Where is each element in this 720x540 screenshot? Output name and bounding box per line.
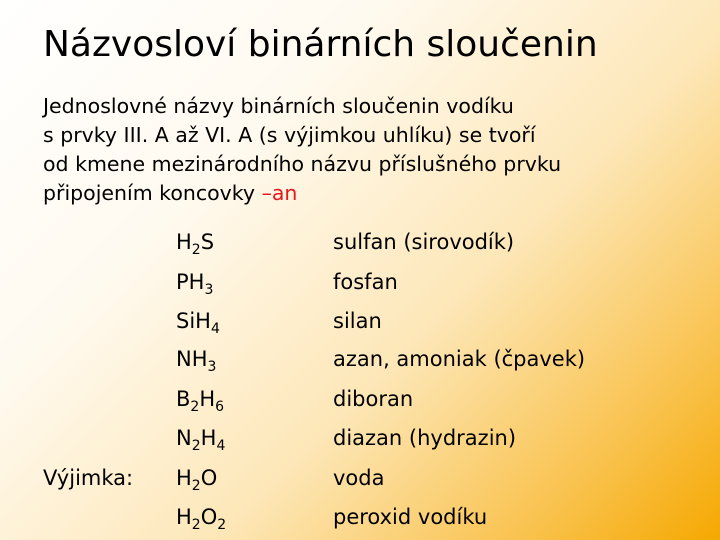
compound-name: voda [333, 466, 385, 490]
intro-line: Jednoslovné názvy binárních sloučenin vodíku [43, 94, 514, 118]
compound-formula: SiH$_4$ [176, 309, 220, 337]
compound-formula: $PH_3$ [176, 270, 214, 298]
compound-name: diboran [333, 387, 414, 411]
compound-row [0, 347, 720, 377]
intro-line: s prvky III. A až VI. A (s výjimkou uhlíku) se tvoří [43, 123, 536, 147]
intro-line-text: připojením koncovky [43, 181, 262, 205]
compound-formula: $B_2H_6$ [176, 387, 225, 415]
compound-row [0, 309, 720, 339]
intro-line [43, 179, 693, 208]
compound-formula: $H_2S$ [176, 230, 215, 258]
compound-row [0, 270, 720, 300]
suffix-an: –an [261, 181, 298, 205]
compound-name: silan [333, 309, 382, 333]
intro-line: od kmene mezinárodního názvu příslušného prvku [43, 152, 562, 176]
compound-name: azan, amoniak (čpavek) [333, 347, 586, 371]
compound-row [0, 387, 720, 417]
slide-title: Názvosloví binárních sloučenin [43, 24, 598, 65]
compound-formula: $N_2H_4$ [176, 426, 226, 454]
compound-formula: $NH_3$ [176, 347, 217, 375]
compound-formula: $H_2O$ [176, 466, 218, 494]
compound-name: sulfan (sirovodík) [333, 230, 515, 254]
exception-label: Výjimka: [43, 466, 134, 490]
exception-row [0, 466, 720, 496]
exception-row [0, 505, 720, 535]
compound-name: peroxid vodíku [333, 505, 488, 529]
intro-paragraph [43, 92, 693, 208]
compound-row [0, 426, 720, 456]
compound-name: diazan (hydrazin) [333, 426, 517, 450]
compound-name: fosfan [333, 270, 398, 294]
compound-row [0, 230, 720, 260]
compound-formula: $H_2O_2$ [176, 505, 227, 533]
